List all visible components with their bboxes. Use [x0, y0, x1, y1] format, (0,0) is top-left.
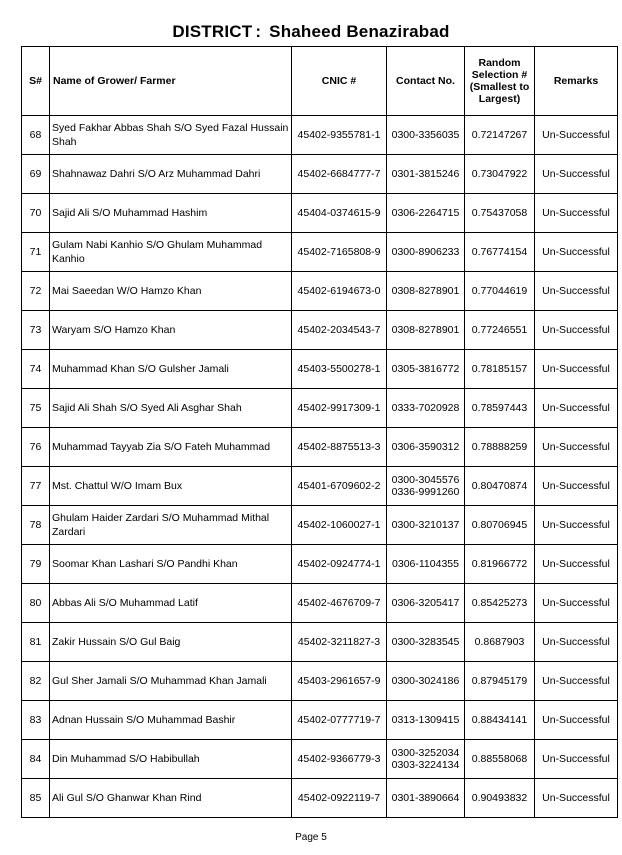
cell-sno: 71	[22, 233, 50, 272]
table-row	[22, 584, 618, 623]
cell-contact	[387, 545, 465, 584]
cell-remarks: Un-Successful	[535, 350, 618, 389]
table-row	[22, 740, 618, 779]
cell-name: Din Muhammad S/O Habibullah	[50, 740, 292, 779]
column-header-remarks: Remarks	[535, 47, 618, 116]
cell-selection: 0.80470874	[465, 467, 535, 506]
table-row	[22, 506, 618, 545]
table-row	[22, 545, 618, 584]
cell-sno: 83	[22, 701, 50, 740]
cell-cnic: 45403-2961657-9	[292, 662, 387, 701]
cell-remarks: Un-Successful	[535, 467, 618, 506]
contact-number: 0300-3210137	[391, 519, 460, 531]
cell-cnic: 45403-5500278-1	[292, 350, 387, 389]
cell-contact	[387, 389, 465, 428]
cell-selection: 0.8687903	[465, 623, 535, 662]
cell-name: Ali Gul S/O Ghanwar Khan Rind	[50, 779, 292, 818]
cell-sno: 81	[22, 623, 50, 662]
cell-contact	[387, 623, 465, 662]
table-row	[22, 116, 618, 155]
contact-number: 0300-8906233	[391, 246, 460, 258]
contact-number: 0308-8278901	[391, 285, 460, 297]
cell-sno: 69	[22, 155, 50, 194]
cell-name: Shahnawaz Dahri S/O Arz Muhammad Dahri	[50, 155, 292, 194]
cell-contact	[387, 350, 465, 389]
table-row	[22, 233, 618, 272]
cell-remarks: Un-Successful	[535, 233, 618, 272]
growers-table	[21, 46, 618, 818]
cell-selection: 0.85425273	[465, 584, 535, 623]
cell-contact	[387, 662, 465, 701]
cell-contact	[387, 311, 465, 350]
cell-contact	[387, 194, 465, 233]
table-row	[22, 779, 618, 818]
contact-number: 0306-3590312	[391, 441, 460, 453]
table-row	[22, 389, 618, 428]
cell-contact	[387, 506, 465, 545]
cell-sno: 79	[22, 545, 50, 584]
cell-sno: 68	[22, 116, 50, 155]
cell-sno: 74	[22, 350, 50, 389]
cell-remarks: Un-Successful	[535, 740, 618, 779]
cell-selection: 0.80706945	[465, 506, 535, 545]
cell-name: Mai Saeedan W/O Hamzo Khan	[50, 272, 292, 311]
cell-remarks: Un-Successful	[535, 779, 618, 818]
contact-number: 0336-9991260	[391, 486, 460, 498]
contact-number: 0306-2264715	[391, 207, 460, 219]
table-row	[22, 311, 618, 350]
cell-sno: 72	[22, 272, 50, 311]
table-row	[22, 194, 618, 233]
cell-contact	[387, 740, 465, 779]
cell-name: Abbas Ali S/O Muhammad Latif	[50, 584, 292, 623]
cell-cnic: 45402-6194673-0	[292, 272, 387, 311]
cell-sno: 82	[22, 662, 50, 701]
cell-contact	[387, 701, 465, 740]
cell-contact	[387, 779, 465, 818]
cell-contact	[387, 428, 465, 467]
cell-sno: 77	[22, 467, 50, 506]
contact-number: 0313-1309415	[391, 714, 460, 726]
cell-selection: 0.72147267	[465, 116, 535, 155]
cell-contact	[387, 584, 465, 623]
cell-selection: 0.81966772	[465, 545, 535, 584]
cell-cnic: 45402-0777719-7	[292, 701, 387, 740]
cell-name: Sajid Ali S/O Muhammad Hashim	[50, 194, 292, 233]
page-title	[0, 22, 622, 42]
cell-remarks: Un-Successful	[535, 623, 618, 662]
cell-selection: 0.87945179	[465, 662, 535, 701]
cell-selection: 0.88434141	[465, 701, 535, 740]
cell-cnic: 45402-9366779-3	[292, 740, 387, 779]
cell-sno: 76	[22, 428, 50, 467]
contact-number: 0301-3890664	[391, 792, 460, 804]
cell-name: Zakir Hussain S/O Gul Baig	[50, 623, 292, 662]
cell-remarks: Un-Successful	[535, 506, 618, 545]
cell-selection: 0.90493832	[465, 779, 535, 818]
cell-cnic: 45402-4676709-7	[292, 584, 387, 623]
cell-contact	[387, 467, 465, 506]
district-label: DISTRICT	[172, 22, 253, 41]
contact-number: 0333-7020928	[391, 402, 460, 414]
cell-remarks: Un-Successful	[535, 545, 618, 584]
contact-number: 0300-3356035	[391, 129, 460, 141]
cell-remarks: Un-Successful	[535, 155, 618, 194]
cell-cnic: 45402-7165808-9	[292, 233, 387, 272]
table-row	[22, 467, 618, 506]
table-row	[22, 623, 618, 662]
cell-cnic: 45402-0922119-7	[292, 779, 387, 818]
cell-selection: 0.78185157	[465, 350, 535, 389]
table-header-row	[22, 47, 618, 116]
cell-contact	[387, 233, 465, 272]
cell-sno: 85	[22, 779, 50, 818]
cell-cnic: 45402-0924774-1	[292, 545, 387, 584]
column-header-selection: Random Selection # (Smallest to Largest)	[465, 47, 535, 116]
contact-number: 0303-3224134	[391, 759, 460, 771]
cell-cnic: 45402-9355781-1	[292, 116, 387, 155]
cell-cnic: 45402-1060027-1	[292, 506, 387, 545]
cell-remarks: Un-Successful	[535, 116, 618, 155]
cell-remarks: Un-Successful	[535, 584, 618, 623]
cell-contact	[387, 116, 465, 155]
cell-remarks: Un-Successful	[535, 389, 618, 428]
cell-sno: 70	[22, 194, 50, 233]
cell-remarks: Un-Successful	[535, 272, 618, 311]
cell-cnic: 45404-0374615-9	[292, 194, 387, 233]
page-number: Page 5	[295, 832, 327, 843]
contact-number: 0300-3283545	[391, 636, 460, 648]
cell-name: Ghulam Haider Zardari S/O Muhammad Mithal Zardari	[50, 506, 292, 545]
contact-number: 0305-3816772	[391, 363, 460, 375]
cell-selection: 0.73047922	[465, 155, 535, 194]
cell-remarks: Un-Successful	[535, 701, 618, 740]
cell-selection: 0.75437058	[465, 194, 535, 233]
cell-remarks: Un-Successful	[535, 311, 618, 350]
cell-name: Adnan Hussain S/O Muhammad Bashir	[50, 701, 292, 740]
cell-cnic: 45402-9917309-1	[292, 389, 387, 428]
contact-number: 0300-3045576	[391, 474, 460, 486]
cell-sno: 73	[22, 311, 50, 350]
table-row	[22, 428, 618, 467]
district-name: Shaheed Benazirabad	[269, 22, 450, 41]
table-row	[22, 701, 618, 740]
cell-remarks: Un-Successful	[535, 194, 618, 233]
cell-cnic: 45402-8875513-3	[292, 428, 387, 467]
table-row	[22, 155, 618, 194]
cell-name: Sajid Ali Shah S/O Syed Ali Asghar Shah	[50, 389, 292, 428]
cell-selection: 0.76774154	[465, 233, 535, 272]
table-row	[22, 350, 618, 389]
cell-name: Muhammad Tayyab Zia S/O Fateh Muhammad	[50, 428, 292, 467]
cell-remarks: Un-Successful	[535, 428, 618, 467]
cell-cnic: 45401-6709602-2	[292, 467, 387, 506]
cell-remarks: Un-Successful	[535, 662, 618, 701]
cell-cnic: 45402-6684777-7	[292, 155, 387, 194]
cell-sno: 84	[22, 740, 50, 779]
contact-number: 0300-3024186	[391, 675, 460, 687]
cell-name: Waryam S/O Hamzo Khan	[50, 311, 292, 350]
cell-selection: 0.78597443	[465, 389, 535, 428]
contact-number: 0306-1104355	[392, 558, 459, 570]
cell-contact	[387, 155, 465, 194]
cell-selection: 0.88558068	[465, 740, 535, 779]
cell-selection: 0.77246551	[465, 311, 535, 350]
title-separator: :	[255, 22, 262, 41]
cell-cnic: 45402-2034543-7	[292, 311, 387, 350]
cell-contact	[387, 272, 465, 311]
cell-name: Muhammad Khan S/O Gulsher Jamali	[50, 350, 292, 389]
cell-name: Syed Fakhar Abbas Shah S/O Syed Fazal Hussain Shah	[50, 116, 292, 155]
cell-name: Soomar Khan Lashari S/O Pandhi Khan	[50, 545, 292, 584]
column-header-cnic: CNIC #	[292, 47, 387, 116]
cell-cnic: 45402-3211827-3	[292, 623, 387, 662]
cell-sno: 75	[22, 389, 50, 428]
column-header-sno: S#	[22, 47, 50, 116]
cell-name: Gul Sher Jamali S/O Muhammad Khan Jamali	[50, 662, 292, 701]
column-header-contact: Contact No.	[387, 47, 465, 116]
contact-number: 0301-3815246	[391, 168, 460, 180]
table-row	[22, 662, 618, 701]
column-header-name: Name of Grower/ Farmer	[50, 47, 292, 116]
cell-name: Mst. Chattul W/O Imam Bux	[50, 467, 292, 506]
cell-sno: 78	[22, 506, 50, 545]
cell-selection: 0.77044619	[465, 272, 535, 311]
cell-name: Gulam Nabi Kanhio S/O Ghulam Muhammad Kanhio	[50, 233, 292, 272]
contact-number: 0300-3252034	[391, 747, 460, 759]
contact-number: 0308-8278901	[391, 324, 460, 336]
cell-sno: 80	[22, 584, 50, 623]
table-row	[22, 272, 618, 311]
contact-number: 0306-3205417	[391, 597, 460, 609]
cell-selection: 0.78888259	[465, 428, 535, 467]
